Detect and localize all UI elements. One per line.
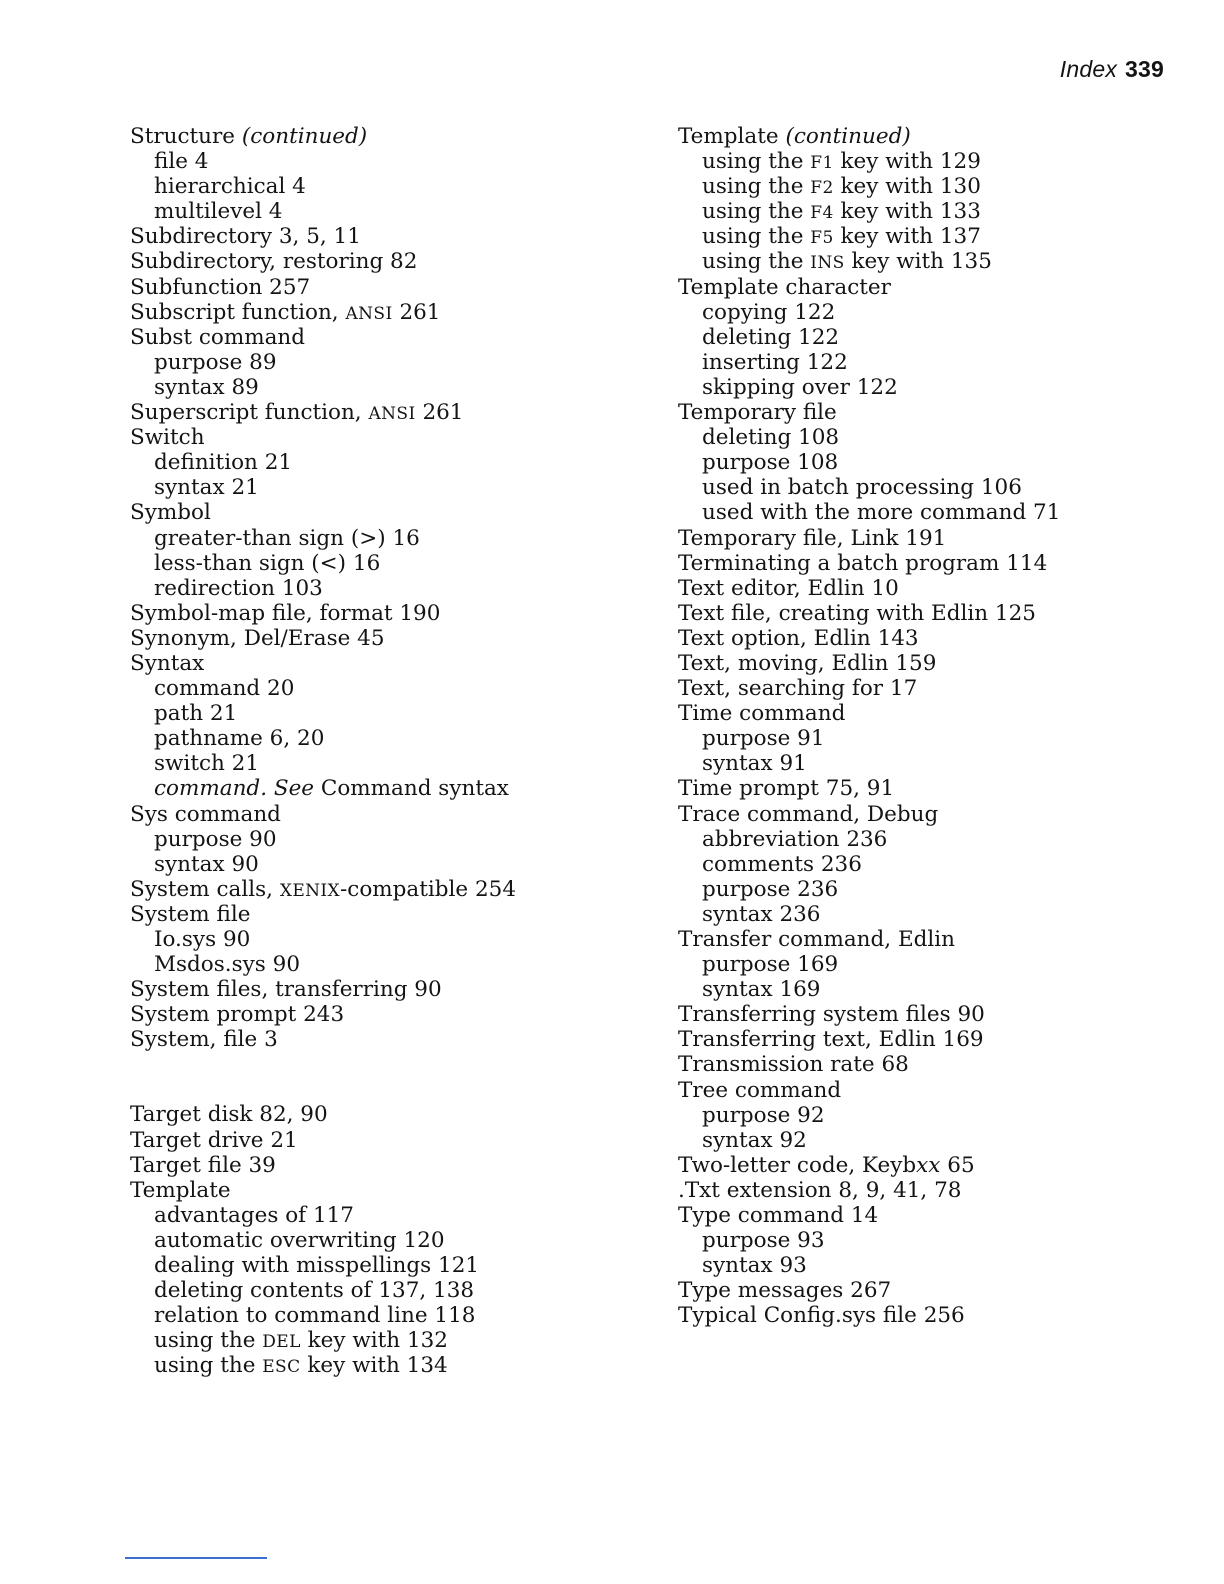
- entry-text: key with 129: [833, 149, 981, 175]
- italic-text: (continued): [785, 124, 911, 149]
- entry-text: using the: [702, 199, 811, 225]
- index-entry: [678, 275, 1198, 300]
- entry-text: Text, moving, Edlin 159: [678, 650, 937, 676]
- italic-text: command. See: [154, 776, 315, 802]
- index-entry: [130, 651, 650, 676]
- index-subentry: [678, 500, 1198, 525]
- index-entry: [678, 676, 1198, 701]
- index-subentry: [678, 199, 1198, 224]
- entry-text: Synonym, Del/Erase 45: [130, 625, 385, 651]
- index-subentry: [678, 1128, 1198, 1153]
- entry-text: less-than sign (<) 16: [154, 550, 381, 576]
- entry-text: relation to command line 118: [154, 1303, 476, 1329]
- index-subentry: [130, 927, 650, 952]
- index-entry: [130, 500, 650, 525]
- entry-text: Superscript function,: [130, 400, 369, 426]
- entry-text: Text editor, Edlin 10: [678, 575, 899, 601]
- index-entry: [130, 325, 650, 350]
- running-head: [1060, 56, 1164, 83]
- italic-text: xx: [916, 1152, 941, 1178]
- index-entry: [678, 1203, 1198, 1228]
- index-subentry: [678, 726, 1198, 751]
- entry-text: Trace command, Debug: [678, 801, 939, 827]
- index-subentry: [678, 174, 1198, 199]
- entry-text: Temporary file, Link 191: [678, 525, 947, 551]
- index-entry: [678, 626, 1198, 651]
- entry-text: copying 122: [702, 299, 836, 325]
- entry-text: Template: [678, 124, 786, 149]
- entry-text: Target drive 21: [130, 1127, 298, 1153]
- entry-text: key with 134: [300, 1353, 448, 1379]
- index-subentry: [678, 827, 1198, 852]
- entry-text: greater-than sign (>) 16: [154, 525, 420, 551]
- entry-text: purpose 90: [154, 826, 277, 852]
- index-subentry: [130, 475, 650, 500]
- entry-text: purpose 93: [702, 1228, 825, 1254]
- index-subentry: [130, 1353, 650, 1378]
- index-subentry: [678, 1253, 1198, 1278]
- entry-text: Tree command: [678, 1077, 842, 1103]
- entry-text: used with the more command 71: [702, 500, 1061, 526]
- index-subentry: [130, 952, 650, 977]
- index-entry: [130, 1178, 650, 1203]
- entry-text: System calls,: [130, 876, 280, 902]
- index-entry: [678, 802, 1198, 827]
- index-entry: [678, 701, 1198, 726]
- entry-text: file 4: [154, 149, 209, 175]
- entry-text: using the: [154, 1353, 263, 1379]
- entry-text: syntax 21: [154, 475, 259, 501]
- entry-text: Subdirectory, restoring 82: [130, 249, 418, 275]
- index-entry: [130, 1002, 650, 1027]
- index-subentry: [130, 551, 650, 576]
- entry-text: Target disk 82, 90: [130, 1102, 328, 1128]
- entry-text: path 21: [154, 701, 238, 727]
- entry-text: hierarchical 4: [154, 174, 306, 200]
- entry-text: Command syntax: [314, 776, 509, 802]
- entry-text: 65: [940, 1152, 975, 1178]
- entry-text: automatic overwriting 120: [154, 1227, 445, 1253]
- index-entry: [130, 1102, 650, 1127]
- index-subentry: [130, 726, 650, 751]
- index-entry: [130, 902, 650, 927]
- index-subentry: [130, 1278, 650, 1303]
- entry-text: using the: [702, 174, 811, 200]
- index-subentry: [678, 952, 1198, 977]
- index-subentry: [130, 526, 650, 551]
- index-subentry: [678, 877, 1198, 902]
- index-subentry: [678, 1228, 1198, 1253]
- entry-text: 261: [415, 400, 464, 426]
- entry-text: Symbol: [130, 500, 211, 526]
- entry-text: pathname 6, 20: [154, 726, 325, 752]
- small-caps-text: INS: [810, 253, 845, 274]
- index-entry: [130, 1027, 650, 1052]
- index-entry: [130, 124, 650, 149]
- entry-text: purpose 89: [154, 349, 277, 375]
- small-caps-text: DEL: [262, 1332, 301, 1353]
- entry-text: Transmission rate 68: [678, 1052, 909, 1078]
- entry-text: Transferring text, Edlin 169: [678, 1027, 984, 1053]
- page-number: 339: [1125, 56, 1164, 82]
- entry-text: Template character: [678, 274, 891, 300]
- entry-text: Subdirectory 3, 5, 11: [130, 224, 361, 250]
- index-entry: [678, 551, 1198, 576]
- index-subentry: [130, 1328, 650, 1353]
- index-entry: [130, 249, 650, 274]
- index-subentry: [678, 350, 1198, 375]
- entry-text: purpose 91: [702, 726, 825, 752]
- entry-text: Type messages 267: [678, 1278, 892, 1304]
- entry-text: Text file, creating with Edlin 125: [678, 600, 1036, 626]
- index-subentry: [130, 676, 650, 701]
- entry-text: syntax 89: [154, 374, 259, 400]
- index-subentry: [130, 450, 650, 475]
- entry-text: .Txt extension 8, 9, 41, 78: [678, 1177, 962, 1203]
- entry-text: syntax 92: [702, 1127, 807, 1153]
- entry-text: using the: [154, 1328, 263, 1354]
- entry-text: Typical Config.sys file 256: [678, 1303, 965, 1329]
- index-subentry: [678, 325, 1198, 350]
- entry-text: Transfer command, Edlin: [678, 927, 956, 952]
- entry-text: Terminating a batch program 114: [678, 550, 1048, 576]
- index-subentry: [678, 1103, 1198, 1128]
- index-subentry: [130, 350, 650, 375]
- index-subentry: [678, 375, 1198, 400]
- index-subentry: [130, 1303, 650, 1328]
- entry-text: Symbol-map file, format 190: [130, 600, 441, 626]
- entry-text: Temporary file: [678, 400, 837, 426]
- index-entry: [678, 576, 1198, 601]
- index-subentry: [130, 1203, 650, 1228]
- entry-text: multilevel 4: [154, 199, 283, 225]
- index-subentry: [130, 375, 650, 400]
- entry-text: Target file 39: [130, 1152, 276, 1178]
- index-entry: [130, 802, 650, 827]
- index-entry: [130, 626, 650, 651]
- index-entry: [130, 224, 650, 249]
- entry-text: Template: [130, 1177, 231, 1203]
- entry-text: using the: [702, 224, 811, 250]
- entry-text: command 20: [154, 676, 295, 702]
- index-entry: [130, 977, 650, 1002]
- index-entry: [130, 1128, 650, 1153]
- entry-text: comments 236: [702, 851, 862, 877]
- index-subentry: [678, 249, 1198, 274]
- index-column-right: [678, 124, 1198, 1329]
- section-gap: [130, 1052, 650, 1102]
- entry-text: using the: [702, 149, 811, 175]
- index-subentry: [130, 1228, 650, 1253]
- entry-text: System files, transferring 90: [130, 977, 442, 1003]
- index-entry: [678, 526, 1198, 551]
- index-entry: [130, 425, 650, 450]
- small-caps-text: ESC: [262, 1357, 301, 1378]
- index-subentry: [130, 1253, 650, 1278]
- small-caps-text: F1: [810, 153, 834, 174]
- index-entry: [130, 300, 650, 325]
- entry-text: key with 133: [833, 199, 981, 225]
- bottom-rule: [125, 1557, 267, 1559]
- index-subentry: [130, 199, 650, 224]
- entry-text: syntax 236: [702, 901, 821, 927]
- index-entry: [130, 1153, 650, 1178]
- index-subentry: [678, 300, 1198, 325]
- entry-text: Msdos.sys 90: [154, 952, 301, 978]
- entry-text: System, file 3: [130, 1027, 278, 1053]
- entry-text: Sys command: [130, 801, 281, 827]
- entry-text: syntax 90: [154, 851, 259, 877]
- entry-text: inserting 122: [702, 349, 848, 375]
- index-subentry: [678, 751, 1198, 776]
- index-subentry: [130, 852, 650, 877]
- entry-text: System file: [130, 901, 251, 927]
- entry-text: key with 135: [844, 249, 992, 275]
- index-entry: [678, 1002, 1198, 1027]
- entry-text: Text, searching for 17: [678, 676, 918, 702]
- index-entry: [678, 400, 1198, 425]
- index-entry: [130, 275, 650, 300]
- entry-text: syntax 91: [702, 751, 807, 777]
- small-caps-text: ANSI: [345, 303, 393, 324]
- index-entry: [678, 1052, 1198, 1077]
- entry-text: Switch: [130, 425, 205, 451]
- entry-text: key with 132: [300, 1328, 448, 1354]
- index-entry: [130, 400, 650, 425]
- entry-text: definition 21: [154, 450, 293, 476]
- index-entry: [678, 601, 1198, 626]
- entry-text: Io.sys 90: [154, 927, 251, 952]
- index-subentry: [678, 450, 1198, 475]
- entry-text: Text option, Edlin 143: [678, 625, 919, 651]
- index-subentry: [678, 224, 1198, 249]
- index-column-left: [130, 124, 650, 1379]
- index-subentry: [678, 902, 1198, 927]
- entry-text: Structure: [130, 124, 242, 149]
- small-caps-text: F5: [810, 228, 834, 249]
- entry-text: Time command: [678, 701, 846, 727]
- entry-text: 261: [392, 299, 441, 325]
- small-caps-text: F4: [810, 203, 834, 224]
- italic-text: (continued): [241, 124, 368, 149]
- entry-text: skipping over 122: [702, 374, 898, 400]
- entry-text: deleting 108: [702, 425, 840, 451]
- index-subentry: [130, 827, 650, 852]
- entry-text: abbreviation 236: [702, 826, 888, 852]
- entry-text: Subfunction 257: [130, 274, 311, 300]
- index-entry: [678, 1078, 1198, 1103]
- entry-text: Time prompt 75, 91: [678, 776, 895, 802]
- entry-text: purpose 92: [702, 1102, 825, 1128]
- index-entry: [130, 601, 650, 626]
- index-subentry: [678, 475, 1198, 500]
- index-subentry: [678, 977, 1198, 1002]
- index-entry: [678, 927, 1198, 952]
- index-entry: [678, 651, 1198, 676]
- running-head-label: Index: [1059, 56, 1118, 82]
- index-entry: [678, 1153, 1198, 1178]
- index-entry: [678, 776, 1198, 801]
- entry-text: used in batch processing 106: [702, 475, 1022, 501]
- entry-text: dealing with misspellings 121: [154, 1253, 480, 1279]
- entry-text: key with 137: [833, 224, 981, 250]
- index-subentry: [130, 776, 650, 801]
- index-subentry: [130, 701, 650, 726]
- entry-text: redirection 103: [154, 575, 323, 601]
- entry-text: purpose 169: [702, 952, 839, 978]
- entry-text: System prompt 243: [130, 1002, 345, 1028]
- index-subentry: [130, 174, 650, 199]
- index-subentry: [130, 751, 650, 776]
- index-entry: [678, 1178, 1198, 1203]
- entry-text: Subst command: [130, 324, 306, 350]
- entry-text: syntax 93: [702, 1253, 807, 1279]
- entry-text: Syntax: [130, 650, 205, 676]
- entry-text: Two-letter code, Keyb: [678, 1152, 917, 1178]
- index-subentry: [678, 149, 1198, 174]
- entry-text: deleting contents of 137, 138: [154, 1278, 475, 1304]
- index-entry: [678, 1303, 1198, 1328]
- entry-text: Subscript function,: [130, 299, 346, 325]
- index-entry: [678, 124, 1198, 149]
- index-entry: [678, 1027, 1198, 1052]
- index-subentry: [130, 149, 650, 174]
- index-entry: [130, 877, 650, 902]
- index-entry: [678, 1278, 1198, 1303]
- index-subentry: [130, 576, 650, 601]
- entry-text: using the: [702, 249, 811, 275]
- index-subentry: [678, 425, 1198, 450]
- entry-text: Transferring system files 90: [678, 1002, 985, 1028]
- entry-text: deleting 122: [702, 324, 840, 350]
- small-caps-text: ANSI: [368, 404, 416, 425]
- entry-text: advantages of 117: [154, 1202, 354, 1228]
- entry-text: switch 21: [154, 751, 260, 777]
- index-subentry: [678, 852, 1198, 877]
- entry-text: purpose 236: [702, 876, 839, 902]
- small-caps-text: F2: [810, 178, 834, 199]
- entry-text: -compatible 254: [340, 876, 516, 902]
- entry-text: Type command 14: [678, 1203, 879, 1229]
- entry-text: syntax 169: [702, 977, 821, 1003]
- entry-text: purpose 108: [702, 450, 839, 476]
- entry-text: key with 130: [833, 174, 981, 200]
- small-caps-text: XENIX: [279, 880, 341, 901]
